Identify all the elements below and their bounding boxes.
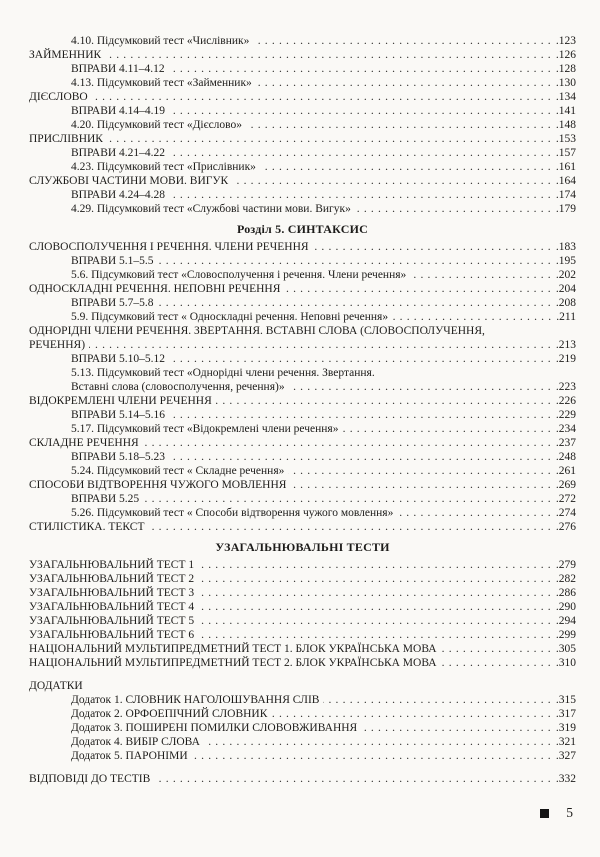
toc-entry-page: . 279 (556, 558, 576, 572)
toc-entry (29, 558, 576, 572)
toc-entry (29, 586, 576, 600)
footer-square-marker (540, 809, 549, 818)
toc-entry-page: . 174 (556, 188, 576, 202)
dot-leader (284, 282, 554, 296)
toc-entry-page: . 229 (556, 408, 576, 422)
toc-entry (71, 310, 576, 324)
toc-section (29, 679, 576, 763)
toc-entry (29, 642, 576, 656)
dot-leader (216, 394, 555, 408)
toc-entry (71, 352, 576, 366)
toc-entry (71, 464, 576, 478)
toc-entry-page: . 157 (556, 146, 576, 160)
toc-entry (71, 104, 576, 118)
toc-entry-label: 4.13. Підсумковий тест «Займенник» (71, 77, 252, 89)
dot-leader (253, 34, 555, 48)
dot-leader (105, 48, 555, 62)
toc-entry (71, 408, 576, 422)
dot-leader (410, 268, 555, 282)
toc-entry (29, 48, 576, 62)
toc-entry (71, 146, 576, 160)
dot-leader (143, 492, 555, 506)
toc-section (29, 540, 576, 670)
dot-leader (397, 506, 555, 520)
toc-entry (71, 34, 576, 48)
toc-entry-label: ВПРАВИ 5.18–5.23 (71, 451, 166, 463)
dot-leader (89, 338, 555, 352)
toc-section (29, 34, 576, 216)
dot-leader (198, 600, 555, 614)
toc-entry-label: СКЛАДНЕ РЕЧЕННЯ (29, 437, 139, 449)
dot-leader (290, 478, 554, 492)
toc-entry-page: . 213 (556, 338, 576, 352)
toc-entry (29, 679, 576, 693)
toc-entry-page: . 261 (556, 464, 576, 478)
toc-entry-page: . 234 (556, 422, 576, 436)
toc-entry (71, 749, 576, 763)
dot-leader (288, 464, 555, 478)
toc-entry-label: 4.10. Підсумковий тест «Числівник» (71, 35, 250, 47)
toc-entry-page: . 248 (556, 450, 576, 464)
dot-leader (204, 735, 555, 749)
toc-entry-label: СПОСОБИ ВІДТВОРЕННЯ ЧУЖОГО МОВЛЕННЯ (29, 479, 287, 491)
toc-entry-label: ОДНОСКЛАДНІ РЕЧЕННЯ. НЕПОВНІ РЕЧЕННЯ (29, 283, 281, 295)
dot-leader (441, 656, 555, 670)
toc-entry-label: ВПРАВИ 4.21–4.22 (71, 147, 166, 159)
toc-entry-label: ОДНОРІДНІ ЧЛЕНИ РЕЧЕННЯ. ЗВЕРТАННЯ. ВСТАВНІ СЛОВА (СЛОВОСПОЛУЧЕННЯ, (29, 325, 485, 337)
dot-leader (158, 254, 555, 268)
dot-leader (169, 104, 555, 118)
toc-entry-page: . 237 (556, 436, 576, 450)
toc-entry (71, 707, 576, 721)
toc-entry (71, 422, 576, 436)
toc-entry (29, 614, 576, 628)
toc-entry-label: СТИЛІСТИКА. ТЕКСТ (29, 521, 145, 533)
toc-section (29, 772, 576, 786)
toc-entry-label: ПРИСЛІВНИК (29, 133, 103, 145)
toc-entry-page: . 141 (556, 104, 576, 118)
toc-entry (29, 520, 576, 534)
toc-entry (29, 132, 576, 146)
toc-entry (71, 160, 576, 174)
toc-entry (29, 90, 576, 104)
footer-page-number: 5 (566, 805, 573, 820)
toc-entry-label: 5.24. Підсумковий тест « Складне речення» (71, 465, 285, 477)
toc-entry-label: ДОДАТКИ (29, 680, 83, 692)
toc-entry-label: НАЦІОНАЛЬНИЙ МУЛЬТИПРЕДМЕТНИЙ ТЕСТ 2. БЛОК УКРАЇНСЬКА МОВА (29, 657, 437, 669)
toc-entry-label: ВПРАВИ 4.14–4.19 (71, 105, 166, 117)
toc-section (29, 222, 576, 534)
toc-entry (71, 76, 576, 90)
toc-entry-label: НАЦІОНАЛЬНИЙ МУЛЬТИПРЕДМЕТНИЙ ТЕСТ 1. БЛОК УКРАЇНСЬКА МОВА (29, 643, 437, 655)
section-heading: Розділ 5. СИНТАКСИС (236, 222, 369, 236)
toc-entry-page: . 202 (556, 268, 576, 282)
dot-leader (169, 146, 555, 160)
toc-entry-label: Вставні слова (словосполучення, речення)» (71, 381, 285, 393)
toc-entry (29, 772, 576, 786)
toc-entry (71, 693, 576, 707)
toc-entry-label: ВПРАВИ 5.14–5.16 (71, 409, 166, 421)
toc-entry-page: . 274 (556, 506, 576, 520)
toc-entry-label: Додаток 5. ПАРОНІМИ (71, 750, 188, 762)
toc-entry-label: УЗАГАЛЬНЮВАЛЬНИЙ ТЕСТ 1 (29, 559, 195, 571)
toc-entry-label: ВПРАВИ 4.11–4.12 (71, 63, 165, 75)
dot-leader (154, 772, 555, 786)
toc-entry-page: . 134 (556, 90, 576, 104)
toc-entry-label: РЕЧЕННЯ) (29, 339, 86, 351)
toc-entry (71, 254, 576, 268)
toc-entry-label: ДІЄСЛОВО (29, 91, 88, 103)
toc-entry-label: 5.26. Підсумковий тест « Способи відтворення чужого мовлення» (71, 507, 394, 519)
toc-entry (29, 628, 576, 642)
dot-leader (232, 174, 555, 188)
toc-entry-page: . 286 (556, 586, 576, 600)
dot-leader (198, 586, 555, 600)
toc-entry-label: ВІДОКРЕМЛЕНІ ЧЛЕНИ РЕЧЕННЯ (29, 395, 212, 407)
toc-entry (29, 394, 576, 408)
dot-leader (246, 118, 555, 132)
toc-entry (71, 450, 576, 464)
dot-leader (198, 628, 555, 642)
dot-leader (148, 520, 554, 534)
toc-entry-page: . 327 (556, 749, 576, 763)
dot-leader (256, 76, 555, 90)
toc-entry-label: Додаток 1. СЛОВНИК НАГОЛОШУВАННЯ СЛІВ (71, 694, 320, 706)
toc-entry (29, 282, 576, 296)
toc-entry-page: . 126 (556, 48, 576, 62)
toc-entry-page: . 219 (556, 352, 576, 366)
toc-entry-page: . 272 (556, 492, 576, 506)
toc-entry-label: 4.23. Підсумковий тест «Прислівник» (71, 161, 256, 173)
toc-entry-page: . 294 (556, 614, 576, 628)
toc-entry-page: . 269 (556, 478, 576, 492)
toc-entry (71, 296, 576, 310)
dot-leader (361, 721, 555, 735)
dot-leader (342, 422, 554, 436)
toc-entry (71, 118, 576, 132)
dot-leader (107, 132, 555, 146)
toc-entry-page: . 319 (556, 721, 576, 735)
toc-entry (71, 188, 576, 202)
toc-entry-page: . 195 (556, 254, 576, 268)
toc-entry-page: . 299 (556, 628, 576, 642)
toc-entry-label: ВІДПОВІДІ ДО ТЕСТІВ (29, 773, 151, 785)
toc-entry (29, 338, 576, 352)
toc-entry-label: ВПРАВИ 5.25 (71, 493, 140, 505)
toc-entry (29, 600, 576, 614)
toc-entry (71, 735, 576, 749)
toc-entry-page: . 130 (556, 76, 576, 90)
dot-leader (169, 408, 555, 422)
dot-leader (169, 188, 555, 202)
toc-entry-label: СЛУЖБОВІ ЧАСТИНИ МОВИ. ВИГУК (29, 175, 229, 187)
dot-leader (271, 707, 554, 721)
toc-entry-label: ВПРАВИ 5.10–5.12 (71, 353, 166, 365)
toc-entry-page: . 290 (556, 600, 576, 614)
dot-leader (392, 310, 555, 324)
toc-entry (29, 240, 576, 254)
dot-leader (289, 380, 555, 394)
toc-entry (29, 656, 576, 670)
dot-leader (169, 62, 555, 76)
toc-entry-label: ЗАЙМЕННИК (29, 49, 102, 61)
toc-entry (71, 721, 576, 735)
toc-entry-label: 5.17. Підсумковий тест «Відокремлені члени речення» (71, 423, 339, 435)
toc-entry-label: 5.13. Підсумковий тест «Однорідні члени речення. Звертання. (71, 367, 375, 379)
toc-entry-label: 5.9. Підсумковий тест « Односкладні речення. Неповні речення» (71, 311, 389, 323)
toc-entry (29, 478, 576, 492)
dot-leader (441, 642, 555, 656)
toc-entry-label: УЗАГАЛЬНЮВАЛЬНИЙ ТЕСТ 5 (29, 615, 195, 627)
dot-leader (323, 693, 554, 707)
toc-entry-label: УЗАГАЛЬНЮВАЛЬНИЙ ТЕСТ 6 (29, 629, 195, 641)
toc-entry-page: . 315 (556, 693, 576, 707)
toc-entry (29, 436, 576, 450)
toc-entry-page: . 128 (556, 62, 576, 76)
toc-entry-label: ВПРАВИ 4.24–4.28 (71, 189, 166, 201)
toc-entry-page: . 276 (556, 520, 576, 534)
toc-entry-label: ВПРАВИ 5.1–5.5 (71, 255, 154, 267)
toc-entry (71, 380, 576, 394)
toc-entry-label: 5.6. Підсумковий тест «Словосполучення і речення. Члени речення» (71, 269, 407, 281)
toc-entry (71, 492, 576, 506)
dot-leader (169, 450, 555, 464)
toc (29, 34, 576, 786)
toc-entry-page: . 204 (556, 282, 576, 296)
toc-entry-page: . 211 (556, 310, 576, 324)
toc-entry-page: . 161 (556, 160, 576, 174)
page-footer (29, 806, 576, 820)
toc-entry-label: Додаток 4. ВИБІР СЛОВА (71, 736, 200, 748)
toc-entry-page: . 223 (556, 380, 576, 394)
dot-leader (260, 160, 555, 174)
dot-leader (313, 240, 555, 254)
toc-entry (71, 202, 576, 216)
toc-entry-page: . 332 (556, 772, 576, 786)
toc-entry-page: . 183 (556, 240, 576, 254)
toc-entry-label: 4.29. Підсумковий тест «Службові частини мови. Вигук» (71, 203, 351, 215)
section-heading: УЗАГАЛЬНЮВАЛЬНІ ТЕСТИ (215, 540, 390, 554)
toc-entry (71, 506, 576, 520)
dot-leader (92, 90, 555, 104)
dot-leader (198, 572, 555, 586)
toc-entry-page: . 148 (556, 118, 576, 132)
toc-entry-label: СЛОВОСПОЛУЧЕННЯ І РЕЧЕННЯ. ЧЛЕНИ РЕЧЕННЯ (29, 241, 309, 253)
toc-entry-label: УЗАГАЛЬНЮВАЛЬНИЙ ТЕСТ 3 (29, 587, 195, 599)
toc-entry-page: . 310 (556, 656, 576, 670)
toc-entry-page: . 305 (556, 642, 576, 656)
toc-entry (29, 324, 576, 338)
toc-entry-page: . 317 (556, 707, 576, 721)
dot-leader (169, 352, 555, 366)
dot-leader (143, 436, 555, 450)
dot-leader (355, 202, 555, 216)
toc-entry-page: . 208 (556, 296, 576, 310)
toc-entry (29, 572, 576, 586)
toc-entry-page: . 164 (556, 174, 576, 188)
dot-leader (198, 614, 555, 628)
dot-leader (158, 296, 555, 310)
toc-entry-label: 4.20. Підсумковий тест «Дієслово» (71, 119, 243, 131)
toc-entry-label: Додаток 3. ПОШИРЕНІ ПОМИЛКИ СЛОВОВЖИВАННЯ (71, 722, 358, 734)
toc-entry-page: . 123 (556, 34, 576, 48)
toc-entry-page: . 179 (556, 202, 576, 216)
toc-entry-page: . 282 (556, 572, 576, 586)
toc-entry (71, 62, 576, 76)
toc-entry-label: УЗАГАЛЬНЮВАЛЬНИЙ ТЕСТ 2 (29, 573, 195, 585)
toc-entry-page: . 226 (556, 394, 576, 408)
toc-entry-page: . 321 (556, 735, 576, 749)
toc-entry-label: ВПРАВИ 5.7–5.8 (71, 297, 154, 309)
toc-entry (71, 268, 576, 282)
toc-entry-label: Додаток 2. ОРФОЕПІЧНИЙ СЛОВНИК (71, 708, 268, 720)
toc-entry-label: УЗАГАЛЬНЮВАЛЬНИЙ ТЕСТ 4 (29, 601, 195, 613)
toc-entry-page: . 153 (556, 132, 576, 146)
dot-leader (198, 558, 555, 572)
dot-leader (192, 749, 555, 763)
toc-entry (29, 174, 576, 188)
toc-entry (71, 366, 576, 380)
